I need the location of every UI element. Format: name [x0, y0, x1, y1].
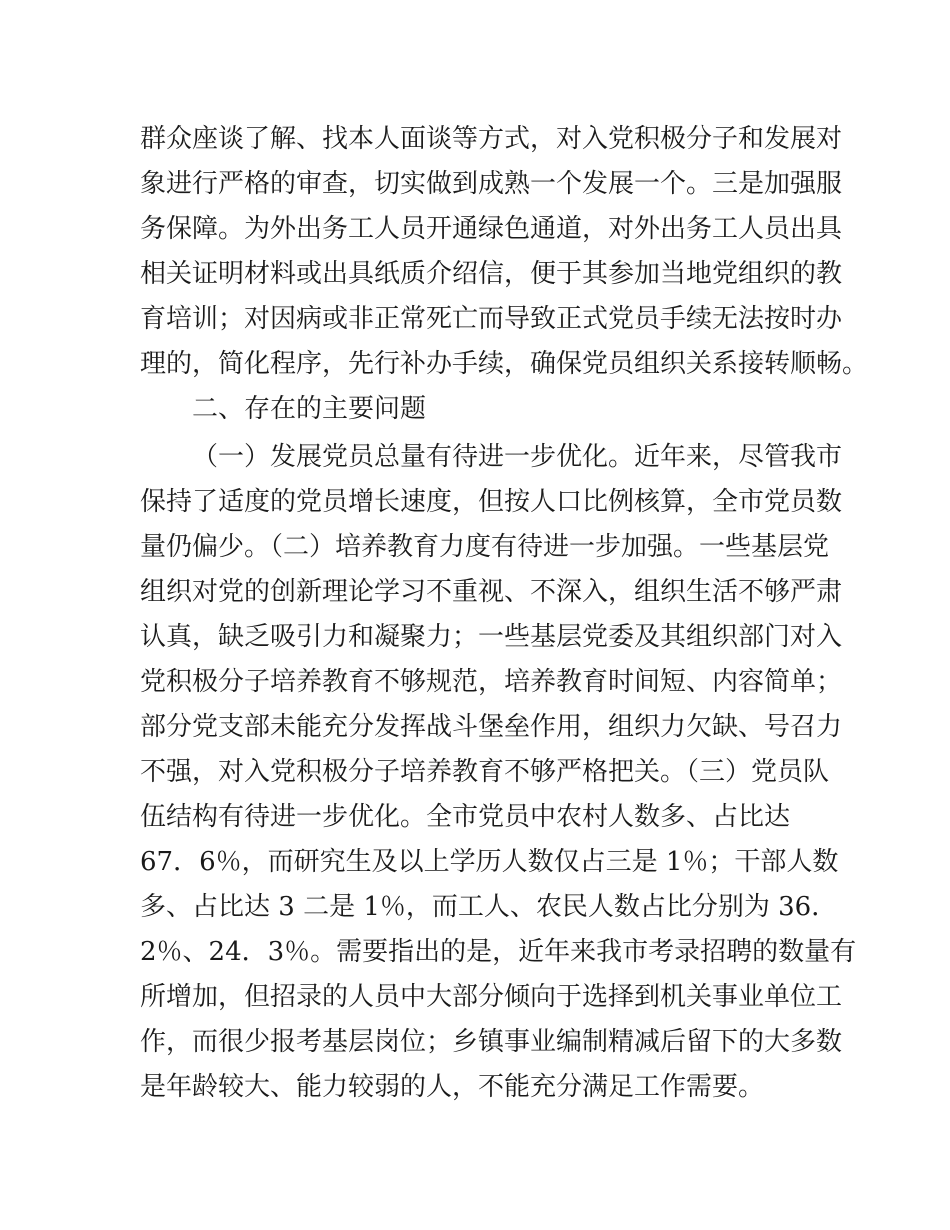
paragraph-line: 认真，缺乏吸引力和凝聚力；一些基层党委及其组织部门对入 [140, 622, 843, 652]
paragraph-line: 67．6％，而研究生及以上学历人数仅占三是 1％；干部人数 [140, 847, 839, 877]
paragraph-line: 是年龄较大、能力较弱的人，不能充分满足工作需要。 [140, 1072, 765, 1102]
paragraph-line: 党积极分子培养教育不够规范，培养教育时间短、内容简单； [140, 667, 843, 697]
paragraph-line: 不强，对入党积极分子培养教育不够严格把关。（三）党员队 [140, 757, 830, 787]
paragraph-line: 多、占比达 3 二是 1％，而工人、农民人数占比分别为 36． [140, 892, 838, 922]
paragraph-line: 作，而很少报考基层岗位；乡镇事业编制精减后留下的大多数 [140, 1027, 843, 1057]
document-body [140, 117, 869, 1110]
paragraph-line: 群众座谈了解、找本人面谈等方式，对入党积极分子和发展对 [140, 124, 843, 154]
paragraph-line: 务保障。为外出务工人员开通绿色通道，对外出务工人员出具 [140, 214, 843, 244]
paragraph-line: 所增加，但招录的人员中大部分倾向于选择到机关事业单位工 [140, 982, 843, 1012]
paragraph-line: 相关证明材料或出具纸质介绍信，便于其参加当地党组织的教 [140, 259, 843, 289]
paragraph-2 [140, 435, 857, 1110]
paragraph-line: 部分党支部未能充分发挥战斗堡垒作用，组织力欠缺、号召力 [140, 712, 843, 742]
paragraph-line: 量仍偏少。（二）培养教育力度有待进一步加强。一些基层党 [140, 532, 830, 562]
paragraph-line: 保持了适度的党员增长速度，但按人口比例核算，全市党员数 [140, 487, 843, 517]
paragraph-line: 2％、24．3％。需要指出的是，近年来我市考录招聘的数量有 [140, 937, 857, 967]
paragraph-line: 育培训；对因病或非正常死亡而导致正式党员手续无法按时办 [140, 304, 843, 334]
paragraph-line: 伍结构有待进一步优化。全市党员中农村人数多、占比达 [140, 802, 791, 832]
paragraph-line: 组织对党的创新理论学习不重视、不深入，组织生活不够严肃 [140, 577, 843, 607]
paragraph-line: 象进行严格的审查，切实做到成熟一个发展一个。三是加强服 [140, 169, 843, 199]
paragraph-1 [140, 117, 869, 387]
section-heading: 二、存在的主要问题 [192, 394, 427, 424]
paragraph-line: 理的，简化程序，先行补办手续，确保党员组织关系接转顺畅。 [140, 349, 869, 379]
paragraph-line: （一）发展党员总量有待进一步优化。近年来，尽管我市 [192, 442, 843, 472]
